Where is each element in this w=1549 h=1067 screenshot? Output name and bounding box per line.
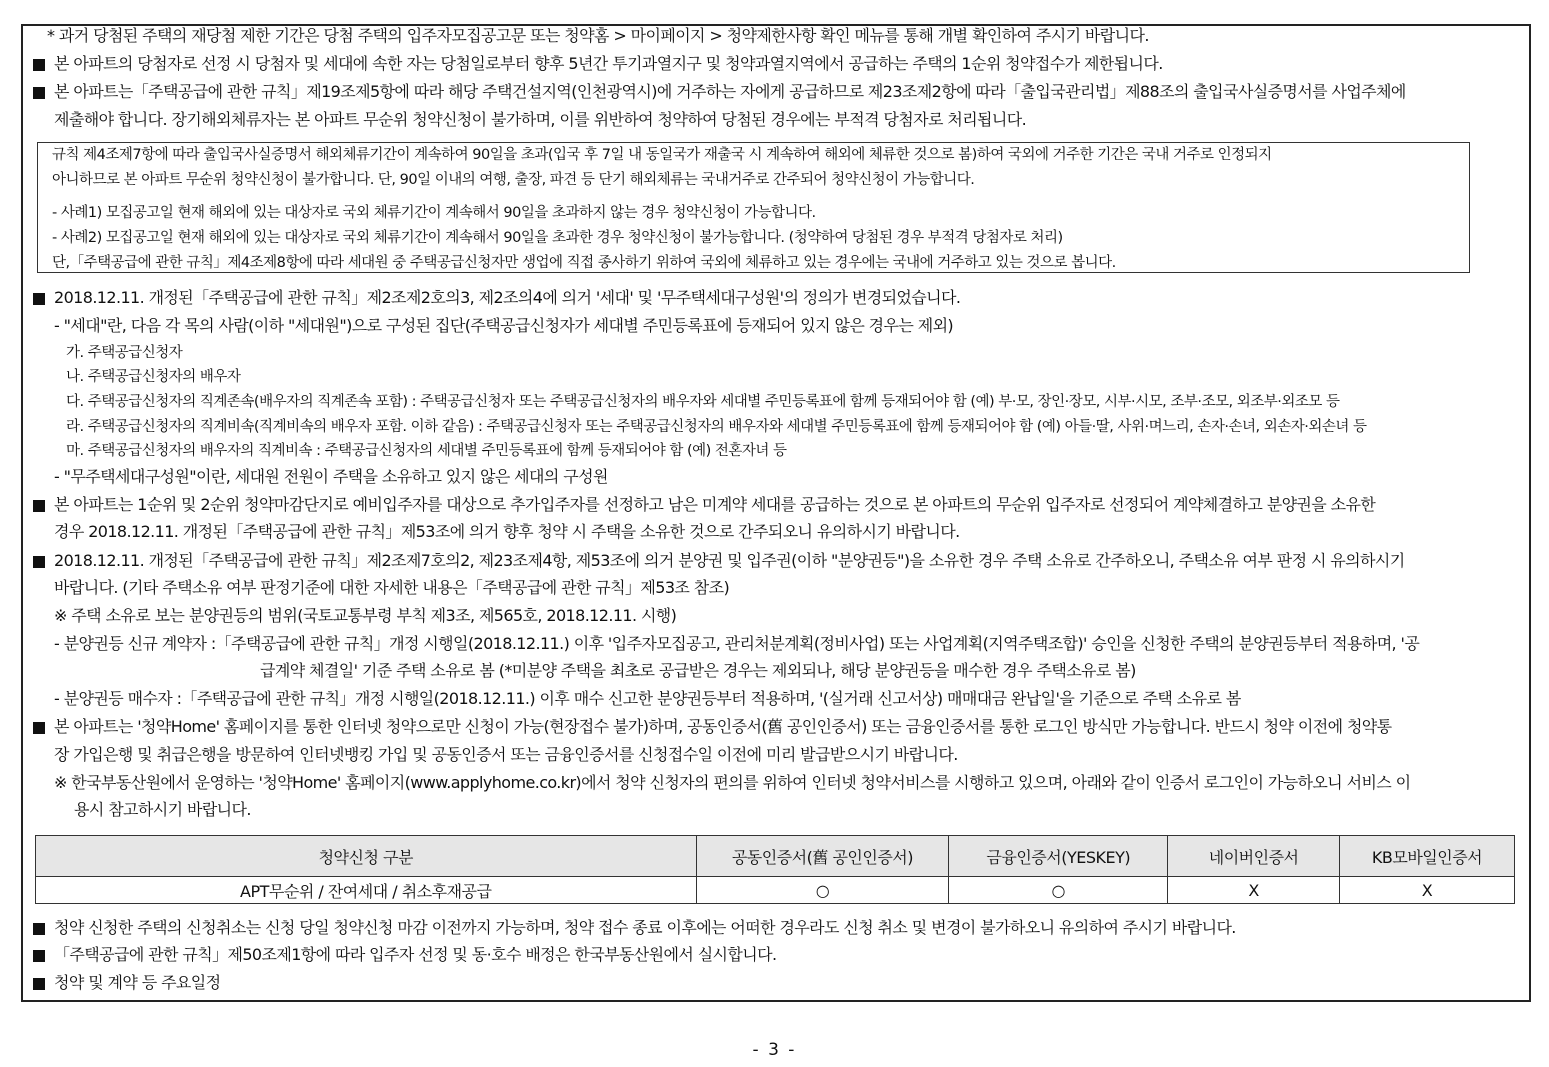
para-cancel: 청약 신청한 주택의 신청취소는 신청 당일 청약신청 마감 이전까지 가능하며, 청약 접수 종료 이후에는 어떠한 경우라도 신청 취소 및 변경이 불가하오니 유의하여 주시기 바랍니다. [54,918,1236,937]
table-row [36,877,1515,904]
applyhome-note-line1: ※ 한국부동산원에서 운영하는 '청약Home' 홈페이지(www.applyhome.co.kr)에서 청약 신청자의 편의를 위하여 인터넷 청약서비스를 시행하고 있으며, 아래와 같이 인증서 로그인이 가능하오니 서비스 이 [54,773,1411,792]
bullet-square [33,978,45,990]
household-item-a: 가. 주택공급신청자 [66,345,183,361]
para-winner-restriction: 본 아파트의 당첨자로 선정 시 당첨자 및 세대에 속한 자는 당첨일로부터 향후 5년간 투기과열지구 및 청약과열지역에서 공급하는 주택의 1순위 청약접수가 제한됩니다. [54,54,1163,73]
bullet-square [33,293,45,305]
table-cell: X [1340,877,1515,904]
household-item-d: 라. 주택공급신청자의 직계비속(직계비속의 배우자 포함. 이하 같음) : 주택공급신청자 또는 주택공급신청자의 배우자와 세대별 주민등록표에 함께 등재되어야 함 (예) 아들·딸, 사위·며느리, 손자·손녀, 외손자·외손녀 등 [66,419,1367,435]
table-header-row [36,836,1515,877]
para-online-line1: 본 아파트는 '청약Home' 홈페이지를 통한 인터넷 청약으로만 신청이 가능(현장접수 불가)하며, 공동인증서(舊 공인인증서) 또는 금융인증서를 통한 로그인 방식만 가능합니다. 반드시 청약 이전에 청약통 [54,717,1392,736]
table-cell: APT무순위 / 잔여세대 / 취소후재공급 [36,877,697,904]
box-exception: 단,「주택공급에 관한 규칙」제4조제8항에 따라 세대원 중 주택공급신청자만 생업에 직접 종사하기 위하여 국외에 체류하고 있는 경우에는 국내에 거주하고 있는 것으로 봅니다. [52,255,1116,271]
note-rewin-limit: * 과거 당첨된 주택의 재당첨 제한 기간은 당첨 주택의 입주자모집공고문 또는 청약홈 > 마이페이지 > 청약제한사항 확인 메뉴를 통해 개별 확인하여 주시기 바랍니다. [47,26,1149,45]
bullet-square [33,59,45,71]
presale-new-contract-line1: - 분양권등 신규 계약자 :「주택공급에 관한 규칙」개정 시행일(2018.12.11.) 이후 '입주자모집공고, 관리처분계획(정비사업) 또는 사업계획(지역주택조합)' 승인을 신청한 주택의 분양권등부터 적용하며, '공 [54,634,1420,653]
household-item-c: 다. 주택공급신청자의 직계존속(배우자의 직계존속 포함) : 주택공급신청자 또는 주택공급신청자의 배우자와 세대별 주민등록표에 함께 등재되어야 함 (예) 부·모, 장인·장모, 시부·시모, 조부·조모, 외조부·외조모 등 [66,394,1340,410]
household-def: - "세대"란, 다음 각 목의 사람(이하 "세대원")으로 구성된 집단(주택공급신청자가 세대별 주민등록표에 등재되어 있지 않은 경우는 제외) [54,316,954,335]
household-item-b: 나. 주택공급신청자의 배우자 [66,369,241,385]
para-residency-line2: 제출해야 합니다. 장기해외체류자는 본 아파트 무순위 청약신청이 불가하며, 이를 위반하여 청약하여 당첨된 경우에는 부적격 당첨자로 처리됩니다. [54,110,1027,129]
homeless-member-def: - "무주택세대구성원"이란, 세대원 전원이 주택을 소유하고 있지 않은 세대의 구성원 [54,467,608,486]
page-number: - 3 - [752,1040,797,1060]
table-header: 공동인증서(舊 공인인증서) [696,836,949,877]
table-cell: ○ [696,877,949,904]
para-presale-line2: 바랍니다. (기타 주택소유 여부 판정기준에 대한 자세한 내용은「주택공급에 관한 규칙」제53조 참조) [54,578,730,597]
table-header: 청약신청 구분 [36,836,697,877]
para-unsold-line2: 경우 2018.12.11. 개정된「주택공급에 관한 규칙」제53조에 의거 향후 청약 시 주택을 소유한 것으로 간주되오니 유의하시기 바랍니다. [54,522,960,541]
box-case2: - 사례2) 모집공고일 현재 해외에 있는 대상자로 국외 체류기간이 계속해서 90일을 초과한 경우 청약신청이 불가능합니다. (청약하여 당첨된 경우 부적격 당첨자로 처리) [52,230,1063,246]
para-online-line2: 장 가입은행 및 취급은행을 방문하여 인터넷뱅킹 가입 및 공동인증서 또는 금융인증서를 신청접수일 이전에 미리 발급받으시기 바랍니다. [54,745,958,764]
bullet-square [33,950,45,962]
bullet-square [33,87,45,99]
para-household-definition: 2018.12.11. 개정된「주택공급에 관한 규칙」제2조제2호의3, 제2조의4에 의거 '세대' 및 '무주택세대구성원'의 정의가 변경되었습니다. [54,288,961,307]
bullet-square [33,722,45,734]
presale-scope-note: ※ 주택 소유로 보는 분양권등의 범위(국토교통부령 부칙 제3조, 제565호, 2018.12.11. 시행) [54,606,677,625]
table-header: KB모바일인증서 [1340,836,1515,877]
applyhome-note-line2: 용시 참고하시기 바랍니다. [74,800,251,819]
presale-buyer: - 분양권등 매수자 :「주택공급에 관한 규칙」개정 시행일(2018.12.11.) 이후 매수 신고한 분양권등부터 적용하며, '(실거래 신고서상) 매매대금 완납일'을 기준으로 주택 소유로 봄 [54,689,1241,708]
para-unsold-line1: 본 아파트는 1순위 및 2순위 청약마감단지로 예비입주자를 대상으로 추가입주자를 선정하고 남은 미계약 세대를 공급하는 것으로 본 아파트의 무순위 입주자로 선정되어 계약체결하고 분양권을 소유한 [54,495,1376,514]
bullet-square [33,923,45,935]
para-schedule: 청약 및 계약 등 주요일정 [54,973,221,992]
bullet-square [33,500,45,512]
household-item-e: 마. 주택공급신청자의 배우자의 직계비속 : 주택공급신청자의 세대별 주민등록표에 함께 등재되어야 함 (예) 전혼자녀 등 [66,443,787,459]
table-header: 금융인증서(YESKEY) [949,836,1168,877]
box-line: 규칙 제4조제7항에 따라 출입국사실증명서 해외체류기간이 계속하여 90일을 초과(입국 후 7일 내 동일국가 재출국 시 계속하여 해외에 체류한 것으로 봄)하여 국외에 거주한 기간은 국내 거주로 인정되지 [52,147,1272,163]
table-cell: X [1168,877,1340,904]
bullet-square [33,556,45,568]
table-cell: ○ [949,877,1168,904]
para-presale-line1: 2018.12.11. 개정된「주택공급에 관한 규칙」제2조제7호의2, 제23조제4항, 제53조에 의거 분양권 및 입주권(이하 "분양권등")을 소유한 경우 주택 소유로 간주하오니, 주택소유 여부 판정 시 유의하시기 [54,551,1405,570]
para-selection: 「주택공급에 관한 규칙」제50조제1항에 따라 입주자 선정 및 동·호수 배정은 한국부동산원에서 실시합니다. [54,945,777,964]
box-case1: - 사례1) 모집공고일 현재 해외에 있는 대상자로 국외 체류기간이 계속해서 90일을 초과하지 않는 경우 청약신청이 가능합니다. [52,205,816,221]
certificate-table [35,835,1515,904]
table-header: 네이버인증서 [1168,836,1340,877]
presale-new-contract-line2: 급계약 체결일' 기준 주택 소유로 봄 (*미분양 주택을 최초로 공급받은 경우는 제외되나, 해당 분양권등을 매수한 경우 주택소유로 봄) [260,661,1136,680]
para-residency-line1: 본 아파트는「주택공급에 관한 규칙」제19조제5항에 따라 해당 주택건설지역(인천광역시)에 거주하는 자에게 공급하므로 제23조제2항에 따라「출입국관리법」제88조의 출입국사실증명서를 사업주체에 [54,82,1406,101]
box-line: 아니하므로 본 아파트 무순위 청약신청이 불가합니다. 단, 90일 이내의 여행, 출장, 파견 등 단기 해외체류는 국내거주로 간주되어 청약신청이 가능합니다. [52,172,975,188]
